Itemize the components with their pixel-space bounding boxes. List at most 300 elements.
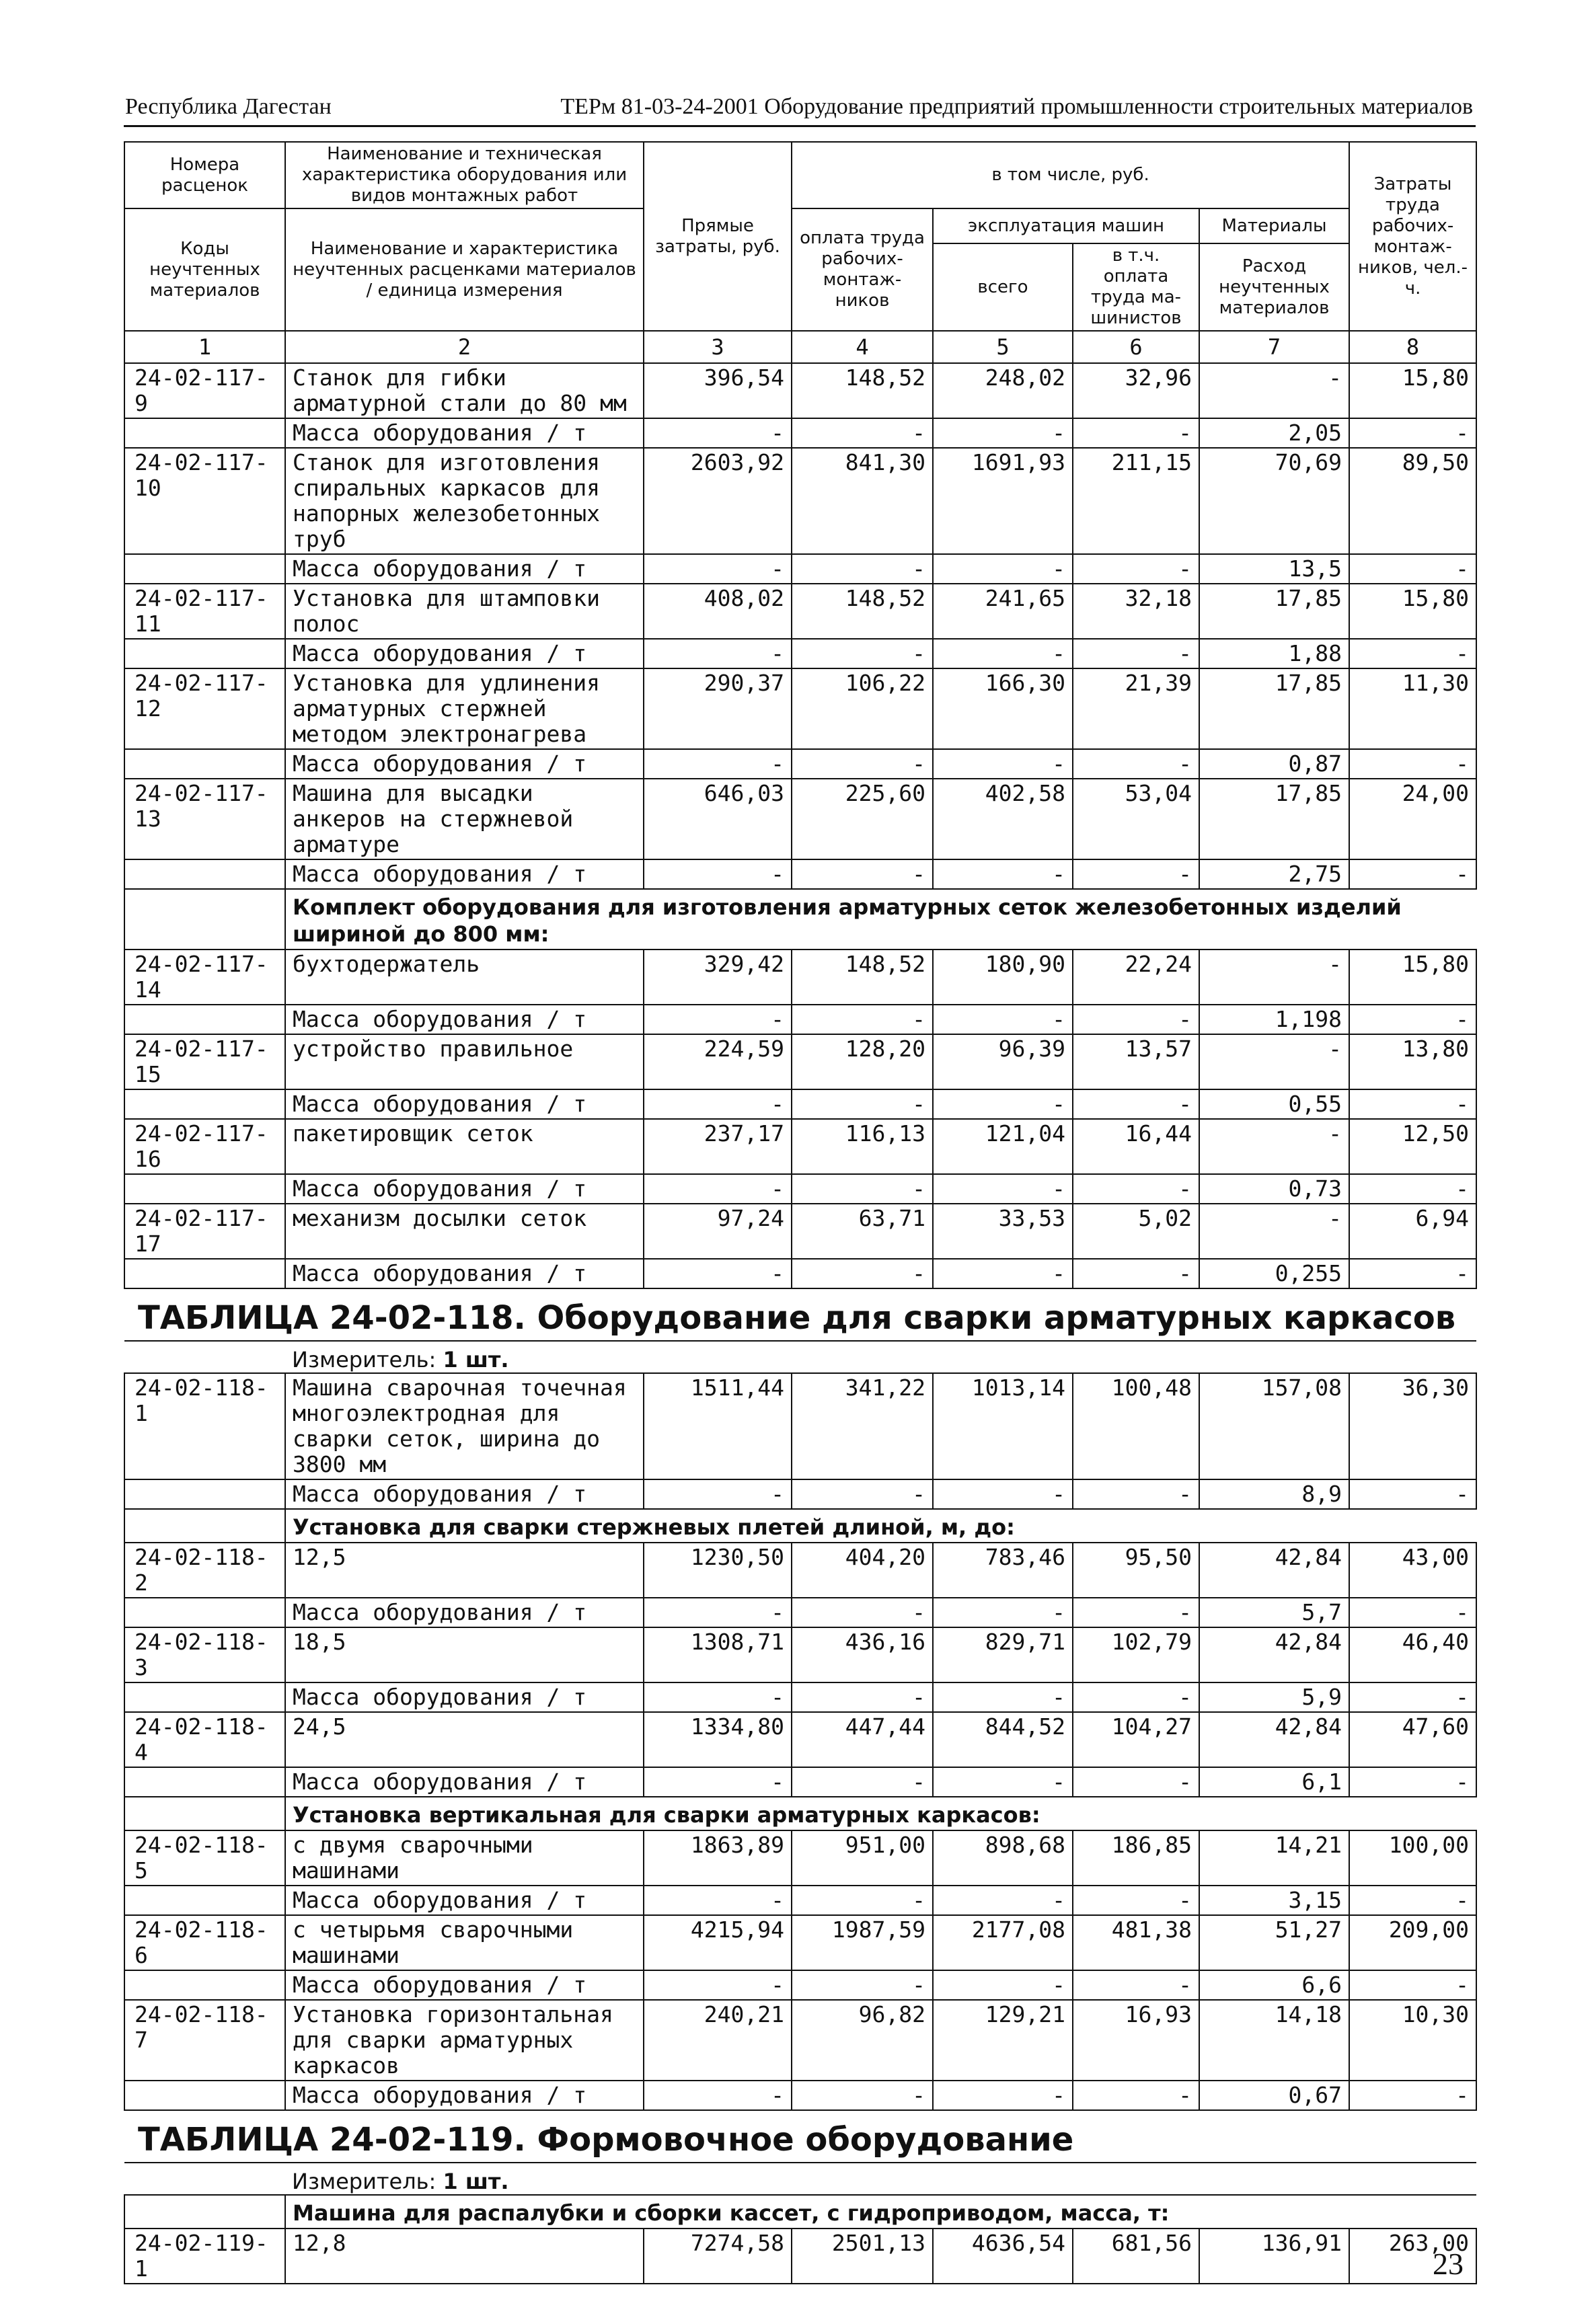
direct-costs-dash: - [644, 1598, 792, 1627]
wages-cell: 1987,59 [792, 1915, 933, 1970]
head-machines-total: всего [933, 243, 1073, 331]
subgroup-heading: Установка для сварки стержневых плетей длиной, м, до: [285, 1509, 1476, 1543]
machinists-wages-dash: - [1073, 1970, 1199, 2000]
mass-label: Масса оборудования / т [285, 1174, 644, 1204]
code-cell [124, 1089, 285, 1119]
machinists-wages-dash: - [1073, 1005, 1199, 1034]
wages-dash: - [792, 2081, 933, 2110]
labor-hours-dash: - [1349, 749, 1476, 779]
mass-label: Масса оборудования / т [285, 859, 644, 889]
machines-total-cell: 33,53 [933, 1204, 1073, 1259]
subgroup-row [124, 1797, 1476, 1830]
equipment-name: Станок для изготовления спиральных каркасов для напорных железобетонных труб [285, 448, 644, 554]
equipment-mass: 3,15 [1199, 1886, 1349, 1915]
measure-row [124, 1341, 1476, 1373]
mass-row [124, 1598, 1476, 1627]
mass-label: Масса оборудования / т [285, 1886, 644, 1915]
labor-hours-cell: 10,30 [1349, 2000, 1476, 2081]
machines-total-cell: 241,65 [933, 584, 1073, 639]
rate-row [124, 1119, 1476, 1174]
equipment-name: Машина сварочная точечная многоэлектродная для сварки сеток, ширина до 3800 мм [285, 1373, 644, 1479]
code-cell [124, 1341, 285, 1373]
wages-dash: - [792, 418, 933, 448]
machinists-wages-dash: - [1073, 1682, 1199, 1712]
machinists-wages-dash: - [1073, 859, 1199, 889]
mass-label: Масса оборудования / т [285, 1005, 644, 1034]
equipment-mass: 0,255 [1199, 1259, 1349, 1288]
direct-costs-cell: 224,59 [644, 1034, 792, 1089]
subgroup-row [124, 889, 1476, 950]
col-number: 1 [124, 331, 285, 363]
wages-dash: - [792, 1767, 933, 1797]
labor-hours-cell: 36,30 [1349, 1373, 1476, 1479]
materials-cell: - [1199, 363, 1349, 418]
labor-hours-cell: 24,00 [1349, 779, 1476, 859]
wages-cell: 341,22 [792, 1373, 933, 1479]
rate-row [124, 1204, 1476, 1259]
direct-costs-dash: - [644, 418, 792, 448]
machinists-wages-cell: 16,93 [1073, 2000, 1199, 2081]
direct-costs-cell: 396,54 [644, 363, 792, 418]
wages-dash: - [792, 554, 933, 584]
price-table [124, 141, 1477, 2284]
wages-dash: - [792, 749, 933, 779]
equipment-mass: 2,05 [1199, 418, 1349, 448]
equipment-mass: 6,6 [1199, 1970, 1349, 2000]
col-number: 7 [1199, 331, 1349, 363]
machines-total-cell: 96,39 [933, 1034, 1073, 1089]
col-number: 3 [644, 331, 792, 363]
direct-costs-cell: 329,42 [644, 950, 792, 1005]
measure-value: 1 шт. [443, 1347, 509, 1372]
machinists-wages-dash: - [1073, 749, 1199, 779]
direct-costs-dash: - [644, 1259, 792, 1288]
code-cell [124, 1005, 285, 1034]
labor-hours-cell: 46,40 [1349, 1627, 1476, 1682]
wages-dash: - [792, 1005, 933, 1034]
wages-dash: - [792, 859, 933, 889]
machines-total-dash: - [933, 1886, 1073, 1915]
machinists-wages-cell: 32,18 [1073, 584, 1199, 639]
table-body [124, 363, 1476, 2284]
equipment-name: с четырьмя сварочными машинами [285, 1915, 644, 1970]
materials-cell: 70,69 [1199, 448, 1349, 554]
materials-cell: - [1199, 1034, 1349, 1089]
direct-costs-cell: 237,17 [644, 1119, 792, 1174]
subgroup-heading: Машина для распалубки и сборки кассет, с гидроприводом, масса, т: [285, 2195, 1476, 2229]
machines-total-dash: - [933, 1767, 1073, 1797]
equipment-name: Установка для штамповки полос [285, 584, 644, 639]
machinists-wages-cell: 102,79 [1073, 1627, 1199, 1682]
mass-row [124, 749, 1476, 779]
machines-total-cell: 783,46 [933, 1543, 1073, 1598]
labor-hours-dash: - [1349, 418, 1476, 448]
machinists-wages-cell: 186,85 [1073, 1830, 1199, 1886]
wages-cell: 436,16 [792, 1627, 933, 1682]
machines-total-cell: 829,71 [933, 1627, 1073, 1682]
code-cell [124, 1509, 285, 1543]
machines-total-cell: 898,68 [933, 1830, 1073, 1886]
machinists-wages-cell: 21,39 [1073, 668, 1199, 749]
code-cell [124, 1682, 285, 1712]
labor-hours-cell: 11,30 [1349, 668, 1476, 749]
rate-row [124, 668, 1476, 749]
measure-label: Измеритель: [292, 1347, 437, 1372]
mass-label: Масса оборудования / т [285, 1479, 644, 1509]
mass-label: Масса оборудования / т [285, 1970, 644, 2000]
equipment-name: бухтодержатель [285, 950, 644, 1005]
head-machinists-wages: в т.ч. оплата труда ма-шинистов [1073, 243, 1199, 331]
table-title: ТАБЛИЦА 24-02-119. Формовочное оборудование [124, 2110, 1476, 2163]
mass-label: Масса оборудования / т [285, 554, 644, 584]
wages-cell: 148,52 [792, 363, 933, 418]
labor-hours-cell: 47,60 [1349, 1712, 1476, 1767]
code-cell [124, 1598, 285, 1627]
running-header [125, 94, 1473, 124]
materials-cell: 42,84 [1199, 1543, 1349, 1598]
labor-hours-dash: - [1349, 1479, 1476, 1509]
equipment-mass: 1,88 [1199, 639, 1349, 668]
equipment-name: Станок для гибки арматурной стали до 80 мм [285, 363, 644, 418]
machinists-wages-cell: 13,57 [1073, 1034, 1199, 1089]
measure-unit [285, 1341, 1476, 1373]
machines-total-dash: - [933, 1970, 1073, 2000]
rate-row [124, 584, 1476, 639]
labor-hours-dash: - [1349, 1259, 1476, 1288]
table-title-row [124, 2110, 1476, 2163]
measure-unit [285, 2163, 1476, 2195]
materials-cell: 51,27 [1199, 1915, 1349, 1970]
rate-row [124, 1627, 1476, 1682]
wages-cell: 2501,13 [792, 2229, 933, 2284]
code-cell [124, 639, 285, 668]
mass-row [124, 1970, 1476, 2000]
code-cell [124, 2081, 285, 2110]
equipment-mass: 0,67 [1199, 2081, 1349, 2110]
machines-total-dash: - [933, 859, 1073, 889]
machines-total-cell: 1691,93 [933, 448, 1073, 554]
equipment-mass: 1,198 [1199, 1005, 1349, 1034]
wages-cell: 148,52 [792, 584, 933, 639]
wages-dash: - [792, 1174, 933, 1204]
machinists-wages-cell: 16,44 [1073, 1119, 1199, 1174]
machinists-wages-cell: 22,24 [1073, 950, 1199, 1005]
materials-cell: 14,18 [1199, 2000, 1349, 2081]
code-cell [124, 2163, 285, 2195]
mass-label: Масса оборудования / т [285, 1259, 644, 1288]
direct-costs-dash: - [644, 859, 792, 889]
machinists-wages-cell: 32,96 [1073, 363, 1199, 418]
machinists-wages-cell: 481,38 [1073, 1915, 1199, 1970]
machines-total-cell: 1013,14 [933, 1373, 1073, 1479]
mass-row [124, 1682, 1476, 1712]
machines-total-cell: 180,90 [933, 950, 1073, 1005]
mass-row [124, 554, 1476, 584]
labor-hours-cell: 100,00 [1349, 1830, 1476, 1886]
direct-costs-cell: 4215,94 [644, 1915, 792, 1970]
machinists-wages-dash: - [1073, 1886, 1199, 1915]
machines-total-dash: - [933, 1259, 1073, 1288]
mass-label: Масса оборудования / т [285, 1767, 644, 1797]
code-cell [124, 749, 285, 779]
direct-costs-dash: - [644, 1174, 792, 1204]
mass-row [124, 2081, 1476, 2110]
materials-cell: 157,08 [1199, 1373, 1349, 1479]
rate-row [124, 1830, 1476, 1886]
wages-cell: 841,30 [792, 448, 933, 554]
machinists-wages-cell: 53,04 [1073, 779, 1199, 859]
head-material-consumption: Расход неучтенных материалов [1199, 243, 1349, 331]
machines-total-dash: - [933, 749, 1073, 779]
labor-hours-dash: - [1349, 1970, 1476, 2000]
labor-hours-dash: - [1349, 1767, 1476, 1797]
direct-costs-dash: - [644, 1886, 792, 1915]
col-number: 4 [792, 331, 933, 363]
labor-hours-dash: - [1349, 1174, 1476, 1204]
direct-costs-dash: - [644, 749, 792, 779]
machines-total-dash: - [933, 418, 1073, 448]
equipment-mass: 0,73 [1199, 1174, 1349, 1204]
machinists-wages-cell: 95,50 [1073, 1543, 1199, 1598]
mass-row [124, 859, 1476, 889]
measure-label: Измеритель: [292, 2169, 437, 2194]
equipment-mass: 2,75 [1199, 859, 1349, 889]
equipment-name: устройство правильное [285, 1034, 644, 1089]
code-cell [124, 2195, 285, 2229]
machinists-wages-cell: 681,56 [1073, 2229, 1199, 2284]
wages-cell: 128,20 [792, 1034, 933, 1089]
wages-dash: - [792, 1089, 933, 1119]
col-number: 5 [933, 331, 1073, 363]
labor-hours-dash: - [1349, 1598, 1476, 1627]
labor-hours-cell: 209,00 [1349, 1915, 1476, 1970]
wages-dash: - [792, 1479, 933, 1509]
rate-row [124, 779, 1476, 859]
labor-hours-dash: - [1349, 1682, 1476, 1712]
direct-costs-cell: 1863,89 [644, 1830, 792, 1886]
equipment-mass: 5,9 [1199, 1682, 1349, 1712]
mass-row [124, 418, 1476, 448]
materials-cell: 17,85 [1199, 668, 1349, 749]
machines-total-cell: 248,02 [933, 363, 1073, 418]
materials-cell: 14,21 [1199, 1830, 1349, 1886]
machinists-wages-dash: - [1073, 1767, 1199, 1797]
rate-row [124, 950, 1476, 1005]
machinists-wages-cell: 104,27 [1073, 1712, 1199, 1767]
rate-row [124, 363, 1476, 418]
machinists-wages-dash: - [1073, 1598, 1199, 1627]
rate-code: 24-02-117-12 [124, 668, 285, 749]
head-materials: Материалы [1199, 208, 1349, 243]
head-machines: эксплуатация машин [933, 208, 1199, 243]
table-head [124, 142, 1476, 363]
machines-total-dash: - [933, 1479, 1073, 1509]
labor-hours-dash: - [1349, 639, 1476, 668]
col-number: 2 [285, 331, 644, 363]
machines-total-cell: 844,52 [933, 1712, 1073, 1767]
head-rate-numbers: Номера расценок [124, 142, 285, 208]
wages-cell: 63,71 [792, 1204, 933, 1259]
materials-cell: - [1199, 1204, 1349, 1259]
wages-dash: - [792, 1598, 933, 1627]
code-cell [124, 1479, 285, 1509]
col-number: 8 [1349, 331, 1476, 363]
machines-total-dash: - [933, 1005, 1073, 1034]
code-cell [124, 1970, 285, 2000]
machines-total-dash: - [933, 2081, 1073, 2110]
equipment-name: 12,8 [285, 2229, 644, 2284]
machines-total-cell: 2177,08 [933, 1915, 1073, 1970]
direct-costs-cell: 1308,71 [644, 1627, 792, 1682]
machinists-wages-cell: 5,02 [1073, 1204, 1199, 1259]
labor-hours-cell: 43,00 [1349, 1543, 1476, 1598]
mass-label: Масса оборудования / т [285, 1089, 644, 1119]
direct-costs-dash: - [644, 1005, 792, 1034]
labor-hours-cell: 15,80 [1349, 363, 1476, 418]
direct-costs-dash: - [644, 1682, 792, 1712]
direct-costs-cell: 408,02 [644, 584, 792, 639]
labor-hours-cell: 15,80 [1349, 950, 1476, 1005]
equipment-mass: 8,9 [1199, 1479, 1349, 1509]
rate-code: 24-02-118-7 [124, 2000, 285, 2081]
rate-row [124, 1712, 1476, 1767]
wages-dash: - [792, 1970, 933, 2000]
mass-row [124, 1259, 1476, 1288]
code-cell [124, 554, 285, 584]
materials-cell: - [1199, 950, 1349, 1005]
equipment-mass: 13,5 [1199, 554, 1349, 584]
rate-row [124, 448, 1476, 554]
direct-costs-cell: 2603,92 [644, 448, 792, 554]
materials-cell: 42,84 [1199, 1627, 1349, 1682]
machines-total-cell: 402,58 [933, 779, 1073, 859]
direct-costs-cell: 240,21 [644, 2000, 792, 2081]
subgroup-heading: Комплект оборудования для изготовления арматурных сеток железобетонных изделий шириной до 800 мм: [285, 889, 1476, 950]
direct-costs-dash: - [644, 1479, 792, 1509]
wages-cell: 225,60 [792, 779, 933, 859]
measure-value: 1 шт. [443, 2169, 509, 2194]
wages-cell: 447,44 [792, 1712, 933, 1767]
direct-costs-dash: - [644, 639, 792, 668]
rate-code: 24-02-117-17 [124, 1204, 285, 1259]
equipment-mass: 6,1 [1199, 1767, 1349, 1797]
equipment-mass: 0,55 [1199, 1089, 1349, 1119]
labor-hours-cell: 15,80 [1349, 584, 1476, 639]
mass-row [124, 1767, 1476, 1797]
direct-costs-dash: - [644, 554, 792, 584]
materials-cell: 42,84 [1199, 1712, 1349, 1767]
direct-costs-cell: 1511,44 [644, 1373, 792, 1479]
code-cell [124, 1767, 285, 1797]
mass-row [124, 1174, 1476, 1204]
labor-hours-cell: 12,50 [1349, 1119, 1476, 1174]
equipment-name: 18,5 [285, 1627, 644, 1682]
subgroup-row [124, 1509, 1476, 1543]
labor-hours-cell: 13,80 [1349, 1034, 1476, 1089]
machinists-wages-dash: - [1073, 1174, 1199, 1204]
labor-hours-dash: - [1349, 859, 1476, 889]
materials-cell: - [1199, 1119, 1349, 1174]
head-direct-costs: Прямые затраты, руб. [644, 142, 792, 331]
rate-row [124, 1915, 1476, 1970]
machines-total-dash: - [933, 1174, 1073, 1204]
head-wages: оплата труда рабочих-монтаж-ников [792, 208, 933, 331]
labor-hours-cell: 89,50 [1349, 448, 1476, 554]
rate-code: 24-02-117-16 [124, 1119, 285, 1174]
rate-code: 24-02-117-15 [124, 1034, 285, 1089]
table-title-row [124, 1288, 1476, 1341]
rate-code: 24-02-118-6 [124, 1915, 285, 1970]
machinists-wages-cell: 100,48 [1073, 1373, 1199, 1479]
head-labor: Затраты труда рабочих-монтаж-ников, чел.-ч. [1349, 142, 1476, 331]
equipment-mass: 0,87 [1199, 749, 1349, 779]
machines-total-cell: 4636,54 [933, 2229, 1073, 2284]
rate-code: 24-02-117-11 [124, 584, 285, 639]
head-material-names: Наименование и характеристика неучтенных расценками материалов / единица измерения [285, 208, 644, 331]
machines-total-cell: 166,30 [933, 668, 1073, 749]
code-cell [124, 859, 285, 889]
mass-row [124, 1089, 1476, 1119]
wages-cell: 116,13 [792, 1119, 933, 1174]
machines-total-dash: - [933, 639, 1073, 668]
rate-code: 24-02-117-14 [124, 950, 285, 1005]
code-cell [124, 418, 285, 448]
mass-label: Масса оборудования / т [285, 1682, 644, 1712]
labor-hours-cell: 6,94 [1349, 1204, 1476, 1259]
wages-cell: 106,22 [792, 668, 933, 749]
mass-row [124, 1886, 1476, 1915]
rate-code: 24-02-118-1 [124, 1373, 285, 1479]
machines-total-cell: 121,04 [933, 1119, 1073, 1174]
equipment-name: пакетировщик сеток [285, 1119, 644, 1174]
direct-costs-cell: 97,24 [644, 1204, 792, 1259]
rate-code: 24-02-118-5 [124, 1830, 285, 1886]
wages-dash: - [792, 1886, 933, 1915]
direct-costs-cell: 290,37 [644, 668, 792, 749]
machines-total-dash: - [933, 554, 1073, 584]
wages-dash: - [792, 1259, 933, 1288]
head-material-codes: Коды неучтенных материалов [124, 208, 285, 331]
direct-costs-cell: 646,03 [644, 779, 792, 859]
labor-hours-dash: - [1349, 554, 1476, 584]
equipment-name: Установка для удлинения арматурных стержней методом электронагрева [285, 668, 644, 749]
machines-total-dash: - [933, 1682, 1073, 1712]
rate-code: 24-02-117-13 [124, 779, 285, 859]
machinists-wages-cell: 211,15 [1073, 448, 1199, 554]
rate-row [124, 1373, 1476, 1479]
equipment-name: Машина для высадки анкеров на стержневой арматуре [285, 779, 644, 859]
wages-cell: 96,82 [792, 2000, 933, 2081]
wages-cell: 148,52 [792, 950, 933, 1005]
header-rule [124, 125, 1476, 127]
head-name: Наименование и техническая характеристика оборудования или видов монтажных работ [285, 142, 644, 208]
header-document-title: ТЕРм 81-03-24-2001 Оборудование предприятий промышленности строительных материалов [560, 94, 1473, 119]
page-number: 23 [1433, 2247, 1464, 2281]
labor-hours-dash: - [1349, 1005, 1476, 1034]
code-cell [124, 889, 285, 950]
mass-row [124, 1479, 1476, 1509]
rate-code: 24-02-119-1 [124, 2229, 285, 2284]
mass-row [124, 639, 1476, 668]
direct-costs-dash: - [644, 1089, 792, 1119]
subgroup-row [124, 2195, 1476, 2229]
code-cell [124, 1797, 285, 1830]
header-region: Республика Дагестан [125, 94, 332, 119]
machinists-wages-dash: - [1073, 418, 1199, 448]
machines-total-cell: 129,21 [933, 2000, 1073, 2081]
equipment-name: 24,5 [285, 1712, 644, 1767]
direct-costs-dash: - [644, 1767, 792, 1797]
